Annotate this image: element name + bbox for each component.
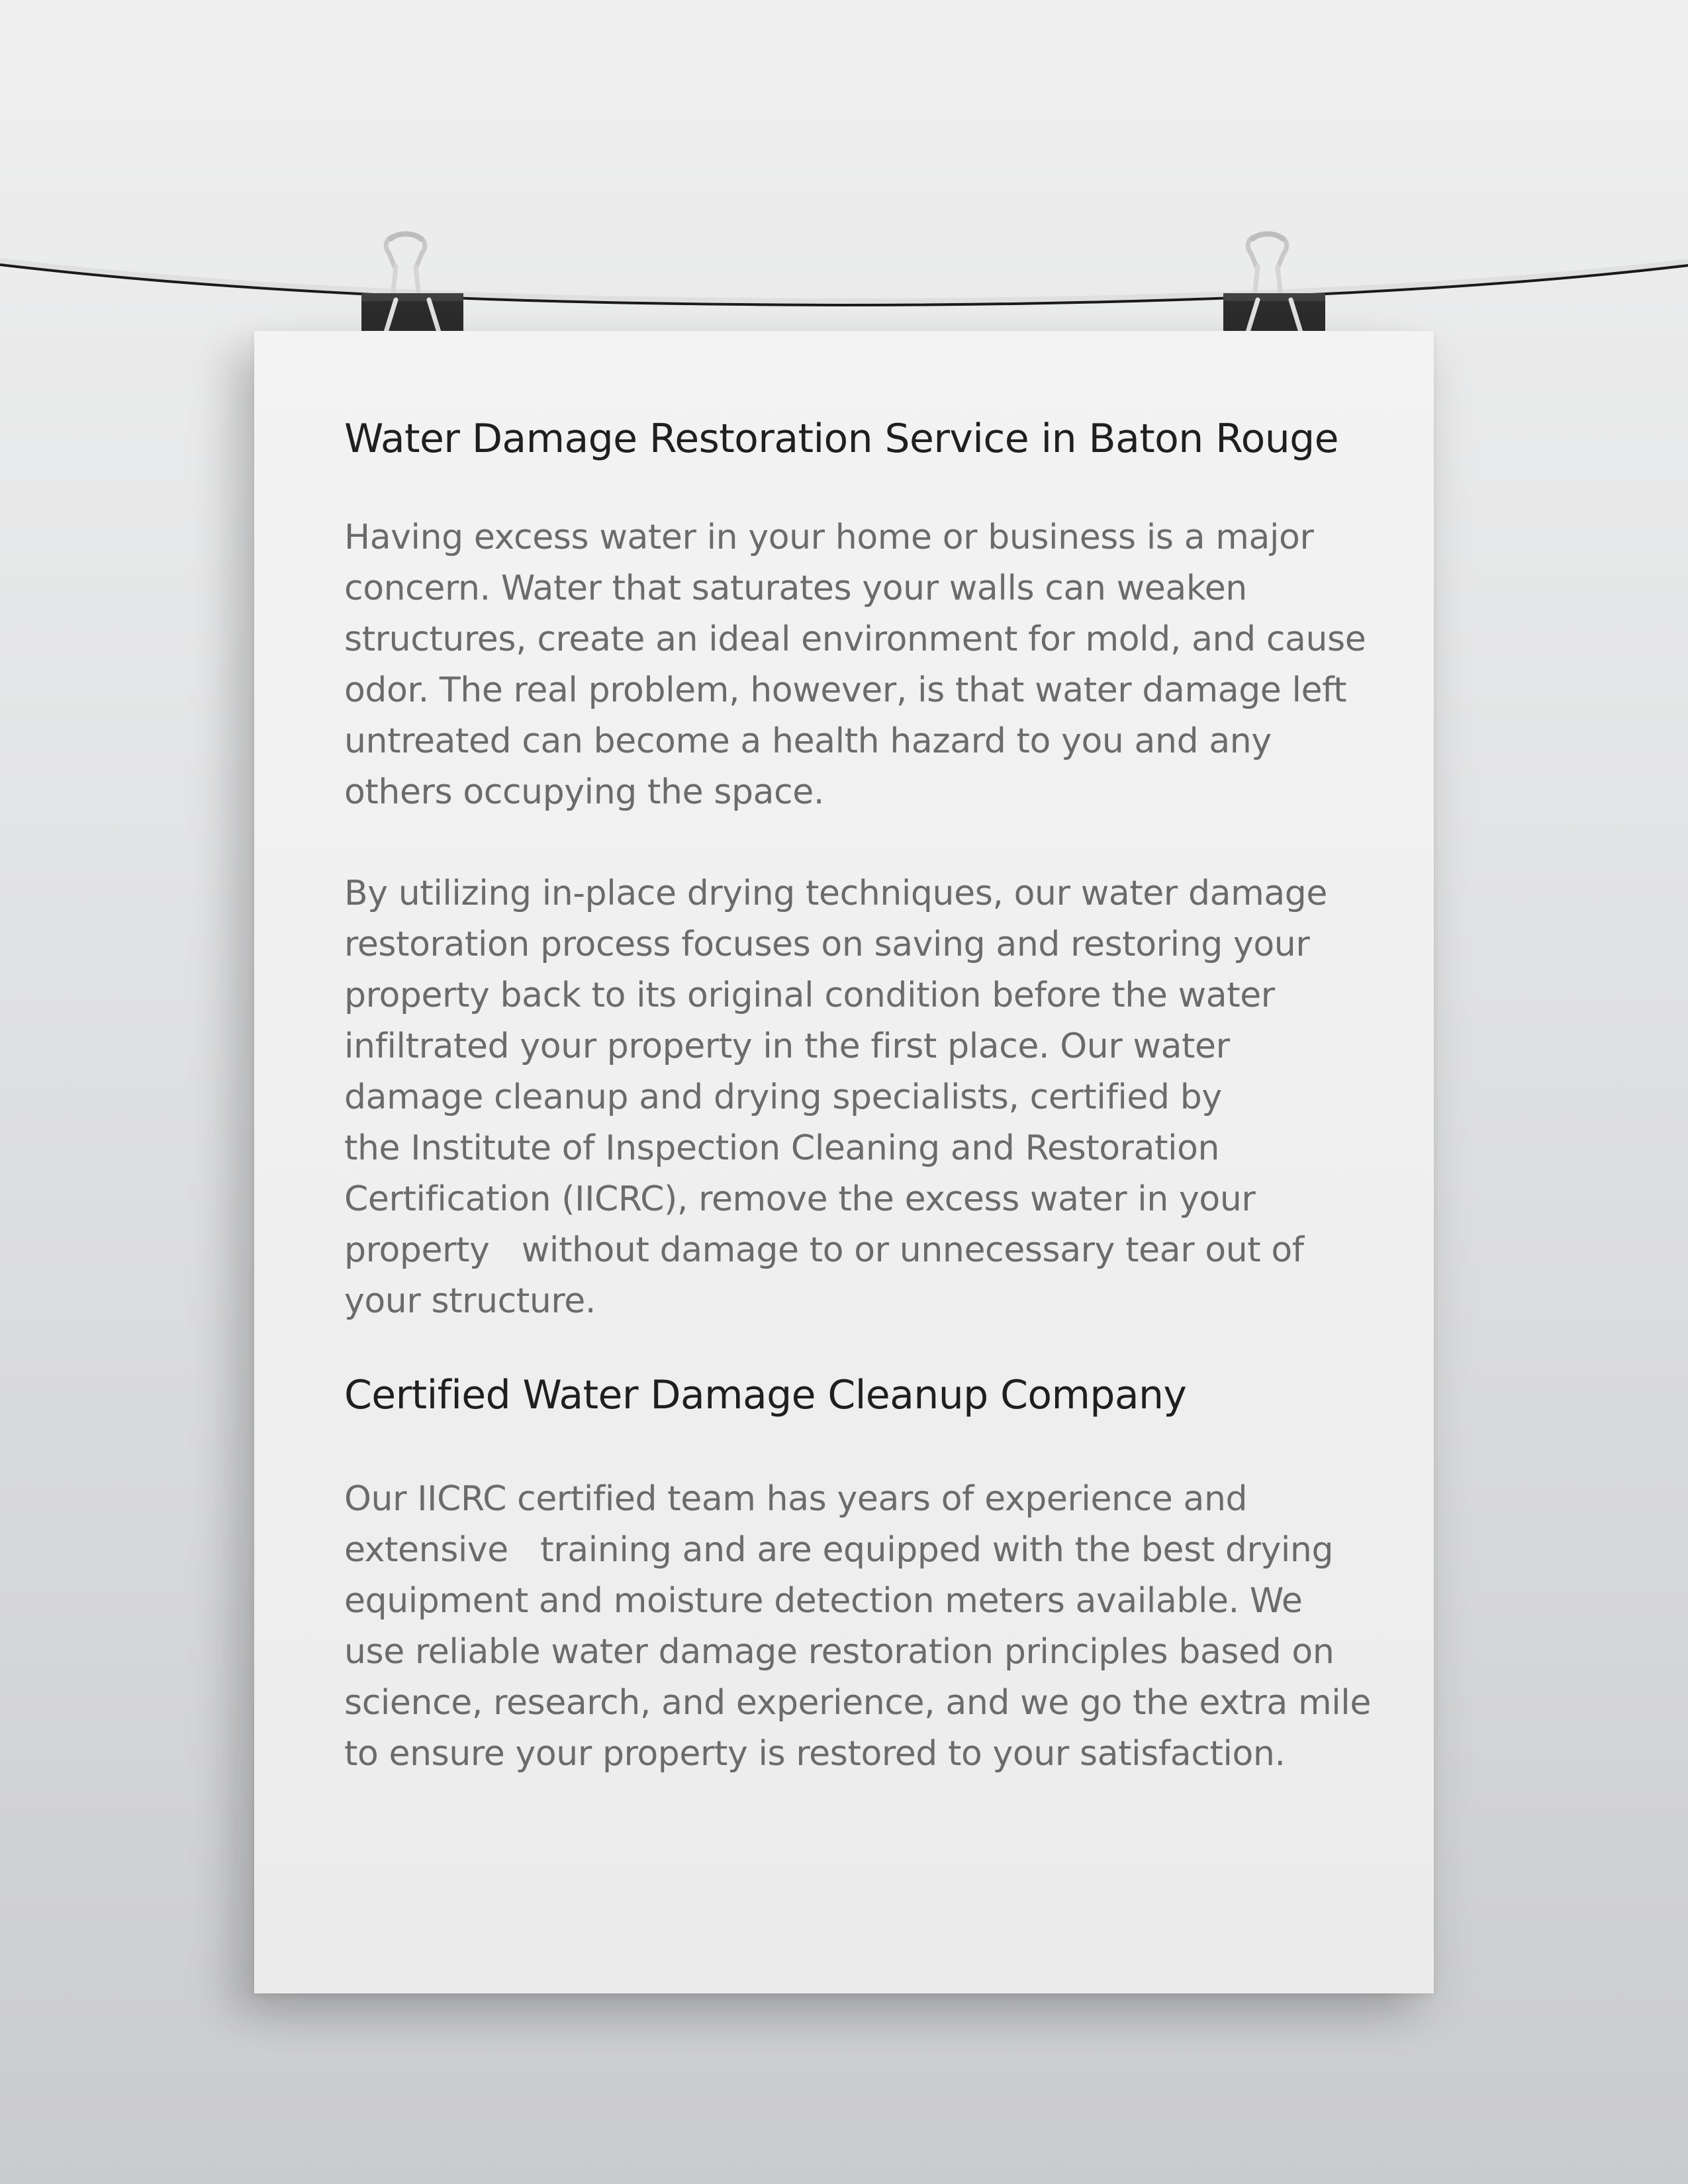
paragraph-line: infiltrated your property in the first place. Our water	[344, 1026, 1230, 1066]
paragraph-line: Our IICRC certified team has years of experience and	[344, 1479, 1248, 1519]
paragraph-line: concern. Water that saturates your walls can weaken	[344, 569, 1247, 608]
paragraph-line: your structure.	[344, 1281, 596, 1321]
paragraph-line: extensive training and are equipped with the best drying	[344, 1530, 1334, 1570]
paragraph-line: others occupying the space.	[344, 772, 824, 812]
paragraph-line: By utilizing in-place drying techniques, our water damage	[344, 874, 1327, 913]
paragraph-line: to ensure your property is restored to your satisfaction.	[344, 1734, 1286, 1774]
paragraph-line: property without damage to or unnecessary tear out of	[344, 1230, 1304, 1270]
paragraph-line: structures, create an ideal environment for mold, and cause	[344, 619, 1366, 659]
paragraph-line: equipment and moisture detection meters available. We	[344, 1581, 1303, 1621]
clothesline	[0, 0, 1688, 344]
paragraph-line: Certification (IICRC), remove the excess water in your	[344, 1179, 1256, 1219]
paragraph-line: property back to its original condition before the water	[344, 976, 1275, 1015]
paragraph-line: odor. The real problem, however, is that water damage left	[344, 670, 1347, 710]
hanging-paper	[254, 331, 1434, 1993]
paragraph-line: damage cleanup and drying specialists, certified by	[344, 1077, 1222, 1117]
paper-content	[344, 416, 1371, 1780]
paragraph-line: restoration process focuses on saving and restoring your	[344, 925, 1310, 964]
paragraph-line: the Institute of Inspection Cleaning and Restoration	[344, 1128, 1220, 1168]
paragraph-water-concern	[344, 512, 1366, 818]
paragraph-restoration-process	[344, 868, 1344, 1327]
paragraph-certified-team	[344, 1474, 1371, 1780]
paragraph-line: science, research, and experience, and we go the extra mile	[344, 1683, 1371, 1723]
paragraph-line: untreated can become a health hazard to you and any	[344, 721, 1272, 761]
paragraph-line: use reliable water damage restoration principles based on	[344, 1632, 1335, 1672]
paragraph-line: Having excess water in your home or business is a major	[344, 518, 1314, 557]
section-heading-water-damage: Water Damage Restoration Service in Baton Rouge	[344, 416, 1338, 462]
section-heading-certified-cleanup: Certified Water Damage Cleanup Company	[344, 1372, 1187, 1418]
